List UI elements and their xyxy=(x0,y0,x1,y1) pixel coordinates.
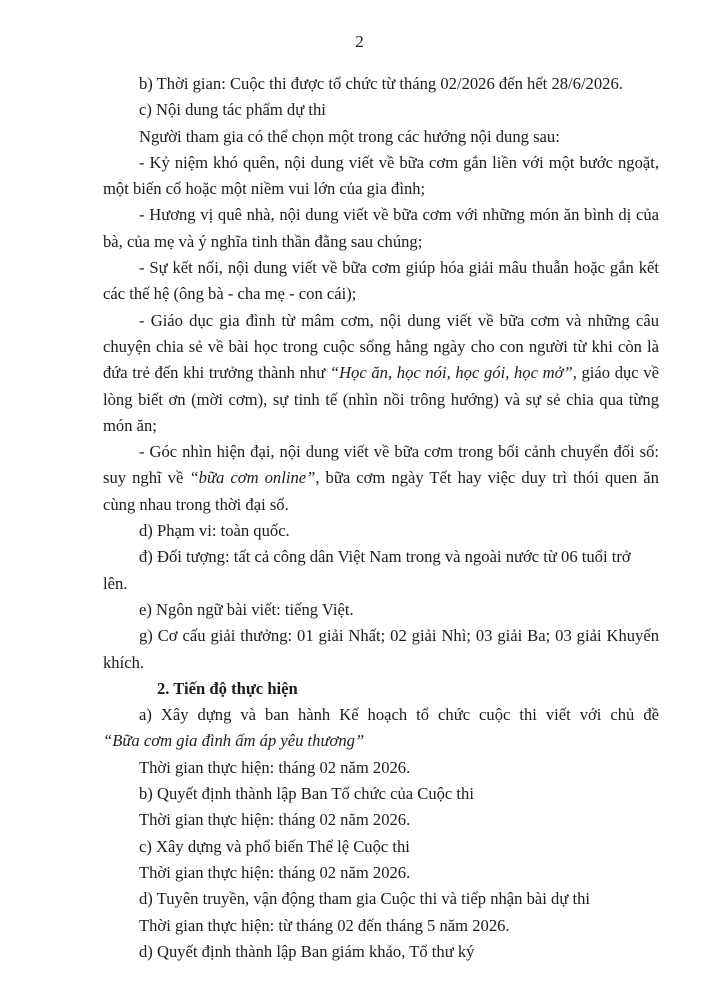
text-run: b) Thời gian: Cuộc thi được tổ chức từ tháng 02/2026 đến hết 28/6/2026. xyxy=(139,74,623,93)
item-d-ban-giam-khao xyxy=(103,939,659,965)
text-run: Người tham gia có thể chọn một trong các hướng nội dung sau: xyxy=(139,126,560,146)
para-thoi-gian-thuc-hien-4 xyxy=(103,913,659,939)
text-run: c) Xây dựng và phổ biến Thể lệ Cuộc thi xyxy=(139,836,410,856)
para-huong-noi-dung-intro xyxy=(103,124,659,150)
text-run: 2. Tiến độ thực hiện xyxy=(157,678,298,698)
item-dd-doi-tuong xyxy=(103,544,659,597)
item-b-ban-to-chuc xyxy=(103,781,659,807)
item-e-ngon-ngu xyxy=(103,597,659,623)
bullet-ky-niem xyxy=(103,150,659,203)
item-g-giai-thuong xyxy=(103,623,659,676)
text-run: đ) Đối tượng: tất cả công dân Việt Nam trong và ngoài nước từ 06 tuổi trở lên. xyxy=(103,547,631,593)
item-a-ke-hoach xyxy=(103,702,659,755)
text-run: - Hương vị quê nhà, nội dung viết về bữa cơm với những món ăn bình dị của bà, của mẹ và ý nghĩa tinh thần đằng sau chúng; xyxy=(103,205,659,251)
text-run: Thời gian thực hiện: tháng 02 năm 2026. xyxy=(139,757,411,777)
text-run: , bữa cơm ngày Tết hay việc duy trì thói quen ăn cùng nhau trong thời đại số. xyxy=(103,468,659,514)
text-run: Thời gian thực hiện: từ tháng 02 đến tháng 5 năm 2026. xyxy=(139,915,510,935)
para-thoi-gian-thuc-hien-2 xyxy=(103,807,659,833)
text-run: d) Quyết định thành lập Ban giám khảo, Tổ thư ký xyxy=(139,941,475,961)
text-run: - Giáo dục gia đình từ mâm cơm, nội dung viết về bữa cơm và những câu chuyện chia sẻ về bài học trong cuộc sống hằng ngày cho con người từ khi còn là đứa trẻ đến khi trưởng thành như xyxy=(103,310,659,383)
item-b-thoi-gian xyxy=(103,71,659,97)
bullet-giao-duc xyxy=(103,308,659,439)
bullet-huong-vi xyxy=(103,202,659,255)
text-run: - Góc nhìn hiện đại, nội dung viết về bữa cơm trong bối cảnh chuyển đổi số: suy nghĩ về xyxy=(103,442,659,488)
italic-quote-proverb: “Học ăn, học nói, học gói, học mở” xyxy=(329,363,573,383)
text-run: a) Xây dựng và ban hành Kế hoạch tổ chức cuộc thi viết với chủ đề xyxy=(139,705,659,725)
item-c-the-le xyxy=(103,834,659,860)
text-run: Thời gian thực hiện: tháng 02 năm 2026. xyxy=(139,810,411,830)
text-run: c) Nội dung tác phẩm dự thi xyxy=(139,100,326,120)
text-run: d) Phạm vi: toàn quốc. xyxy=(139,521,290,541)
page-number: 2 xyxy=(355,32,364,51)
text-run: g) Cơ cấu giải thưởng: 01 giải Nhất; 02 giải Nhì; 03 giải Ba; 03 giải Khuyến khích. xyxy=(103,626,659,672)
text-run: b) Quyết định thành lập Ban Tổ chức của Cuộc thi xyxy=(139,784,474,804)
italic-quote-theme: “Bữa cơm gia đình ấm áp yêu thương” xyxy=(103,731,365,751)
item-d-tuyen-truyen xyxy=(103,886,659,912)
item-d-pham-vi xyxy=(103,518,659,544)
bullet-goc-nhin xyxy=(103,439,659,518)
para-thoi-gian-thuc-hien-3 xyxy=(103,860,659,886)
italic-quote-online: “bữa cơm online” xyxy=(189,468,316,488)
bullet-su-ket-noi xyxy=(103,255,659,308)
item-c-noi-dung xyxy=(103,97,659,123)
text-run: d) Tuyên truyền, vận động tham gia Cuộc thi và tiếp nhận bài dự thi xyxy=(139,889,590,909)
text-run: Thời gian thực hiện: tháng 02 năm 2026. xyxy=(139,862,411,882)
text-run: - Kỷ niệm khó quên, nội dung viết về bữa cơm gắn liền với một bước ngoặt, một biến cố hoặc một niềm vui lớn của gia đình; xyxy=(103,152,659,199)
text-run: e) Ngôn ngữ bài viết: tiếng Việt. xyxy=(139,599,354,619)
para-thoi-gian-thuc-hien-1 xyxy=(103,755,659,781)
section-heading-tien-do xyxy=(103,676,659,702)
text-run: - Sự kết nối, nội dung viết về bữa cơm giúp hóa giải mâu thuẫn hoặc gắn kết các thế hệ (ông bà - cha mẹ - con cái); xyxy=(103,258,659,304)
text-run: , giáo dục về lòng biết ơn (mời cơm), sự tinh tế (nhìn nồi trông hướng) và sự sẻ chia qua từng món ăn; xyxy=(103,363,659,435)
document-body xyxy=(103,71,659,965)
